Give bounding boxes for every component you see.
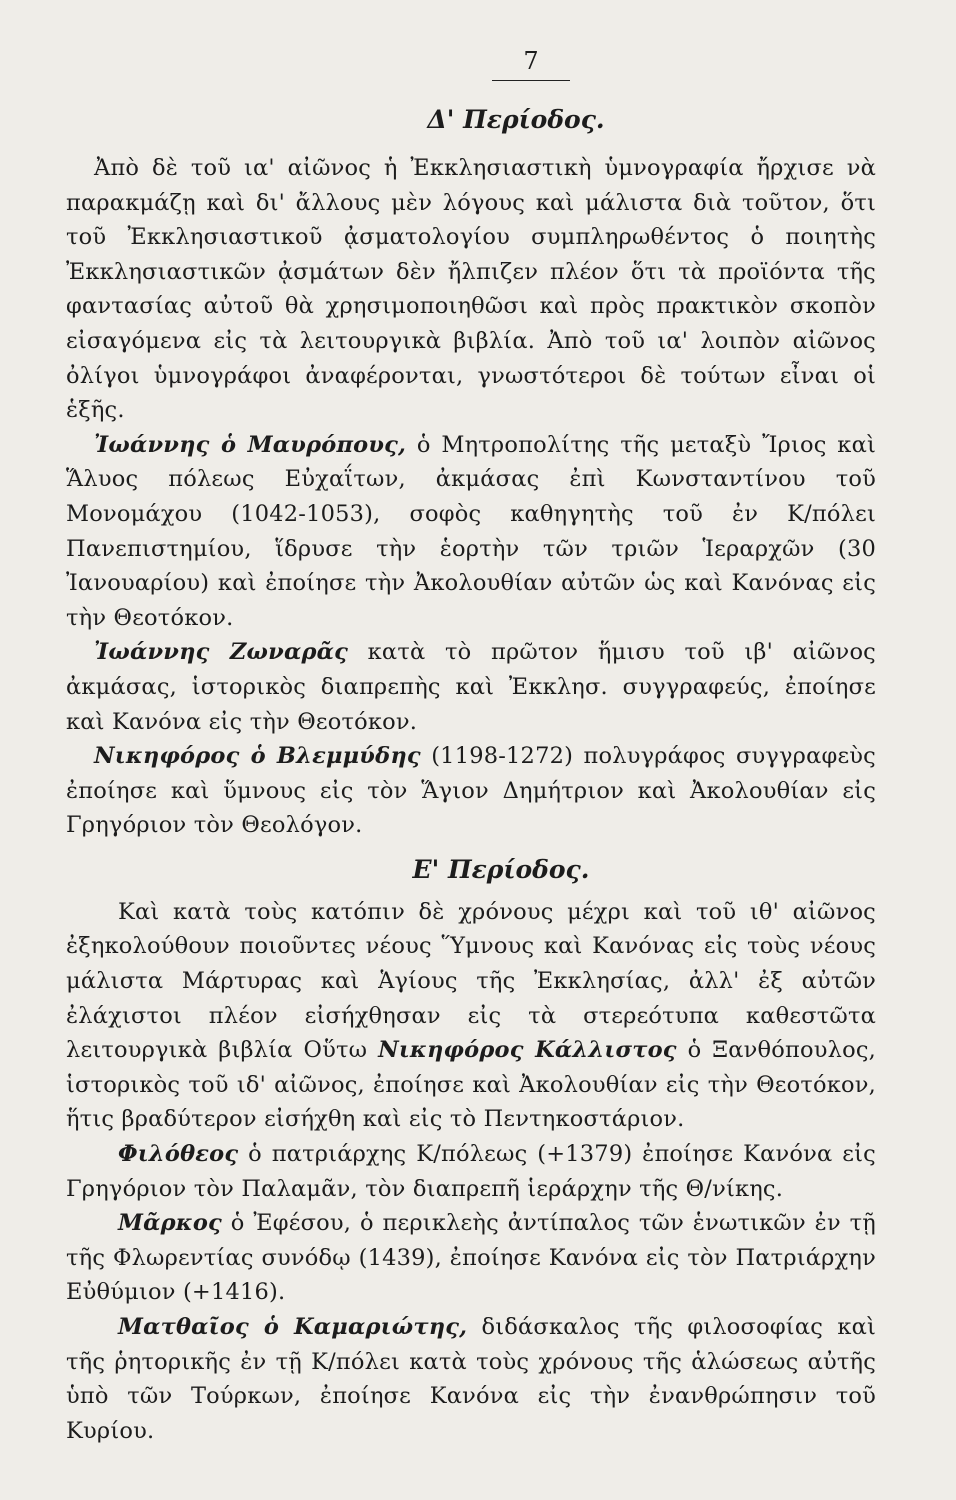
entry-text: ὁ πατριάρχης Κ/πόλεως (+1379) ἐποίησε Κανόνα εἰς Γρηγόριον τὸν Παλαμᾶν, τὸν διαπρεπῆ ἱεράρχην τῆς Θ/νίκης. <box>66 1141 876 1202</box>
entry-name: Μᾶρκος <box>118 1210 222 1237</box>
entry-blemmydes <box>66 739 876 843</box>
section-d-intro: Ἀπὸ δὲ τοῦ ια' αἰῶνος ἡ Ἐκκλησιαστικὴ ὑμνογραφία ἤρχισε νὰ παρακμάζῃ καὶ δι' ἄλλους μὲν λόγους καὶ μάλιστα διὰ τοῦτον, ὅτι τοῦ Ἐκκλησιαστικοῦ ᾀσματολογίου συμπληρωθέντος ὁ ποιητὴς Ἐκκλησιαστικῶν ᾀσμάτων δὲν ἤλπιζεν πλέον ὅτι τὰ προϊόντα τῆς φαντασίας αὐτοῦ θὰ χρησιμοποιηθῶσι καὶ πρὸς πρακτικὸν σκοπὸν εἰσαγόμενα εἰς τὰ λειτουργικὰ βιβλία. Ἀπὸ τοῦ ια' λοιπὸν αἰῶνος ὀλίγοι ὑμνογράφοι ἀναφέρονται, γνωστότεροι δὲ τούτων εἶναι οἱ ἑξῆς. <box>66 155 876 424</box>
entry-markos <box>66 1206 876 1310</box>
intro-text: Καὶ κατὰ τοὺς κατόπιν δὲ χρόνους μέχρι καὶ τοῦ ιθ' αἰῶνος ἐξηκολούθουν ποιοῦντες νέους Ὕμνους καὶ Κανόνας εἰς τοὺς νέους μάλιστα Μάρτυρας καὶ Ἁγίους τῆς Ἐκκλησίας, ἀλλ' ἐξ αὐτῶν ἐλάχιστοι πλέον εἰσήχθησαν εἰς τὰ στερεότυπα καθεστῶτα λειτουργικὰ βιβλία Οὕτω <box>66 898 876 1064</box>
entry-mavropous <box>66 428 876 636</box>
section-d-heading: Δ' Περίοδος. <box>427 105 605 134</box>
entry-kamariotis <box>66 1310 876 1448</box>
entry-name: Νικηφόρος Κάλλιστος <box>378 1037 677 1064</box>
intro-text: ὁ Ξανθόπουλος, ἱστορικὸς τοῦ ιδ' αἰῶνος, ἐποίησε καὶ Ἀκολουθίαν εἰς τὴν Θεοτόκον, ἥτις βραδύτερον εἰσήχθη καὶ εἰς τὸ Πεντηκοστάριον. <box>66 1037 877 1133</box>
entry-text: (1198-1272) πολυγράφος συγγραφεὺς ἐποίησε καὶ ὕμνους εἰς τὸν Ἅγιον Δημήτριον καὶ Ἀκολουθίαν εἰς Γρηγόριον τὸν Θεολόγον. <box>66 743 876 839</box>
entry-name: Ἰωάννης Ζωναρᾶς <box>94 639 349 666</box>
section-e-intro <box>66 895 876 1137</box>
entry-zonaras <box>66 635 876 739</box>
entry-text: ὁ Μητροπολίτης τῆς μεταξὺ Ἴριος καὶ Ἅλυος πόλεως Εὐχαΐτων, ἀκμάσας ἐπὶ Κωνσταντίνου τοῦ Μονομάχου (1042-1053), σοφὸς καθηγητὴς τοῦ ἐν Κ/πόλει Πανεπιστημίου, ἵδρυσε τὴν ἑορτὴν τῶν τριῶν Ἱεραρχῶν (30 Ἰανουαρίου) καὶ ἐποίησε τὴν Ἀκολουθίαν αὐτῶν ὡς καὶ Κανόνας εἰς τὴν Θεοτόκον. <box>66 431 876 631</box>
entry-text: ὁ Ἐφέσου, ὁ περικλεὴς ἀντίπαλος τῶν ἑνωτικῶν ἐν τῇ τῆς Φλωρεντίας συνόδῳ (1439), ἐποίησε Κανόνα εἰς τὸν Πατριάρχην Εὐθύμιον (+1416). <box>66 1210 876 1306</box>
entry-name: Ματθαῖος ὁ Καμαριώτης, <box>118 1314 468 1340</box>
entry-philotheos <box>66 1137 876 1206</box>
page-number-rule <box>492 80 570 81</box>
entry-name: Νικηφόρος ὁ Βλεμμύδης <box>94 743 421 770</box>
entry-name: Φιλόθεος <box>118 1141 239 1168</box>
entry-text: διδάσκαλος τῆς φιλοσοφίας καὶ τῆς ῥητορικῆς ἐν τῇ Κ/πόλει κατὰ τοὺς χρόνους τῆς ἁλώσεως αὐτῆς ὑπὸ τῶν Τούρκων, ἐποίησε Κανόνα εἰς τὴν ἐνανθρώπησιν τοῦ Κυρίου. <box>66 1314 876 1444</box>
section-e-heading: Ε' Περίοδος. <box>412 854 590 884</box>
page-number: 7 <box>523 47 539 75</box>
entry-text: κατὰ τὸ πρῶτον ἥμισυ τοῦ ιβ' αἰῶνος ἀκμάσας, ἱστορικὸς διαπρεπὴς καὶ Ἐκκλησ. συγγραφεύς, ἐποίησε καὶ Κανόνα εἰς τὴν Θεοτόκον. <box>66 639 876 735</box>
entry-name: Ἰωάννης ὁ Μαυρόπους, <box>94 431 407 458</box>
